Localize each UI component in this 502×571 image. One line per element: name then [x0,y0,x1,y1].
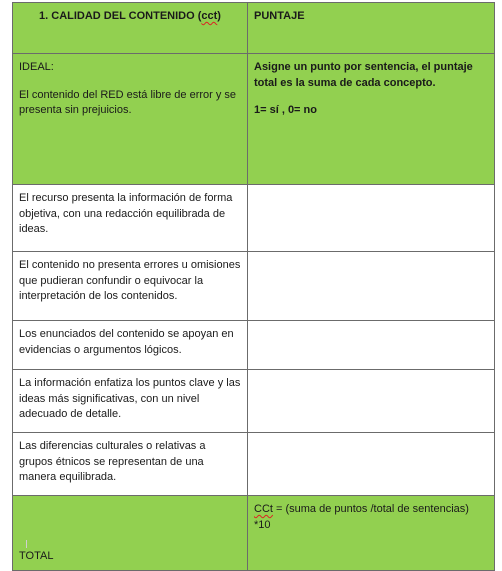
formula-text: = (suma de puntos /total de sentencias) *10 [254,503,469,531]
header-row [13,3,495,54]
instruction-text: Asigne un punto por sentencia, el puntaje total es la suma de cada concepto. [254,61,473,89]
criterion-cell: La información enfatiza los puntos clave y las ideas más significativas, con un nivel adecuado de detalle. [13,370,248,433]
criterion-score-cell[interactable] [248,185,495,252]
total-label-cell [13,496,248,571]
total-formula-cell [248,496,495,571]
header-score-cell [248,3,495,54]
instruction-cell [248,54,495,185]
ideal-label: IDEAL: [19,61,54,73]
criterion-score-cell[interactable] [248,252,495,321]
criterion-row [13,185,495,252]
header-title-suffix: ) [217,10,221,22]
page-edge [26,540,27,548]
total-label: TOTAL [19,549,54,562]
criterion-score-cell[interactable] [248,370,495,433]
score-scale: 1= sí , 0= no [254,104,317,116]
criterion-row [13,321,495,370]
formula-abbr: CCt [254,503,273,515]
ideal-row [13,54,495,185]
criterion-cell: El contenido no presenta errores u omisiones que pudieran confundir o equivocar la interpretación de los contenidos. [13,252,248,321]
criterion-row [13,252,495,321]
criterion-cell: El recurso presenta la información de forma objetiva, con una redacción equilibrada de ideas. [13,185,248,252]
criterion-score-cell[interactable] [248,433,495,496]
header-title-abbr: cct [201,10,218,22]
ideal-cell [13,54,248,185]
header-title-prefix: 1. CALIDAD DEL CONTENIDO ( [39,10,202,22]
ideal-text: El contenido del RED está libre de error y se presenta sin prejuicios. [19,88,237,116]
criterion-cell: Los enunciados del contenido se apoyan en evidencias o argumentos lógicos. [13,321,248,370]
header-score-label: PUNTAJE [254,10,305,22]
criterion-row [13,433,495,496]
header-criteria-cell [13,3,248,54]
criterion-score-cell[interactable] [248,321,495,370]
criterion-cell: Las diferencias culturales o relativas a grupos étnicos se representan de una manera equilibrada. [13,433,248,496]
quality-rubric-table [12,2,495,571]
criterion-row [13,370,495,433]
total-row [13,496,495,571]
